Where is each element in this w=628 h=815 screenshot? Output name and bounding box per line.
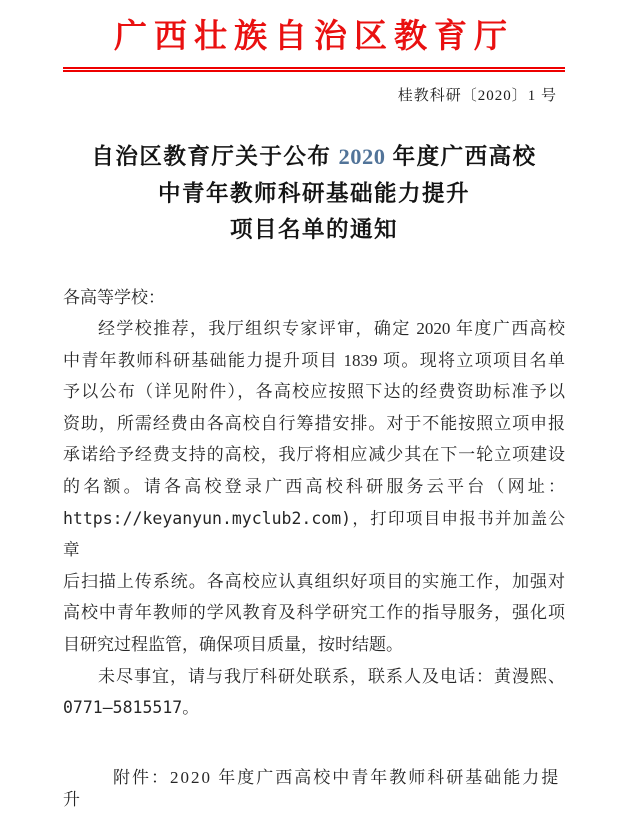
title-line-1-pre: 自治区教育厅关于公布 bbox=[91, 144, 339, 169]
body-line: 后扫描上传系统。各高校应认真组织好项目的实施工作，加强对 bbox=[63, 571, 565, 591]
body-line: 经学校推荐，我厅组织专家评审，确定 2020 年度广西高校 bbox=[98, 319, 565, 339]
body-line-url: https://keyanyun.myclub2.com)，打印项目申报书并加盖公章 bbox=[63, 508, 565, 560]
title-line-1-post: 年度广西高校 bbox=[385, 144, 537, 169]
body-line: 的名额。请各高校登录广西高校科研服务云平台（网址： bbox=[63, 477, 565, 497]
body-line-phone: 0771—5815517。 bbox=[63, 698, 199, 718]
body-line: 承诺给予经费支持的高校，我厅将相应减少其在下一轮立项建设 bbox=[63, 445, 565, 465]
title-line-2: 中青年教师科研基础能力提升 bbox=[157, 180, 470, 206]
body-line: 中青年教师科研基础能力提升项目 1839 项。现将立项项目名单 bbox=[63, 350, 565, 370]
title-line-1 bbox=[0, 139, 628, 176]
body-line: 目研究过程监管，确保项目质量，按时结题。 bbox=[63, 635, 403, 655]
notice-title bbox=[0, 139, 628, 249]
body-line: 高校中青年教师的学风教育及科学研究工作的指导服务，强化项 bbox=[63, 603, 565, 623]
top-red-rule bbox=[63, 67, 565, 72]
attachment-line: 附件：2020 年度广西高校中青年教师科研基础能力提升 bbox=[63, 767, 561, 809]
body-line: 未尽事宜，请与我厅科研处联系，联系人及电话：黄漫熙、 bbox=[98, 666, 565, 686]
body-line: 予以公布（详见附件），各高校应按照下达的经费资助标准予以 bbox=[63, 382, 565, 402]
body-line: 资助，所需经费由各高校自行筹措安排。对于不能按照立项申报 bbox=[63, 413, 565, 433]
title-line-3: 项目名单的通知 bbox=[229, 217, 398, 242]
salutation-line: 各高等学校： bbox=[63, 287, 165, 307]
document-number: 桂教科研〔2020〕1 号 bbox=[397, 88, 557, 104]
title-year: 2020 bbox=[338, 144, 386, 169]
letterhead-title: 广西壮族自治区教育厅 bbox=[114, 19, 514, 55]
notice-body bbox=[63, 282, 565, 724]
